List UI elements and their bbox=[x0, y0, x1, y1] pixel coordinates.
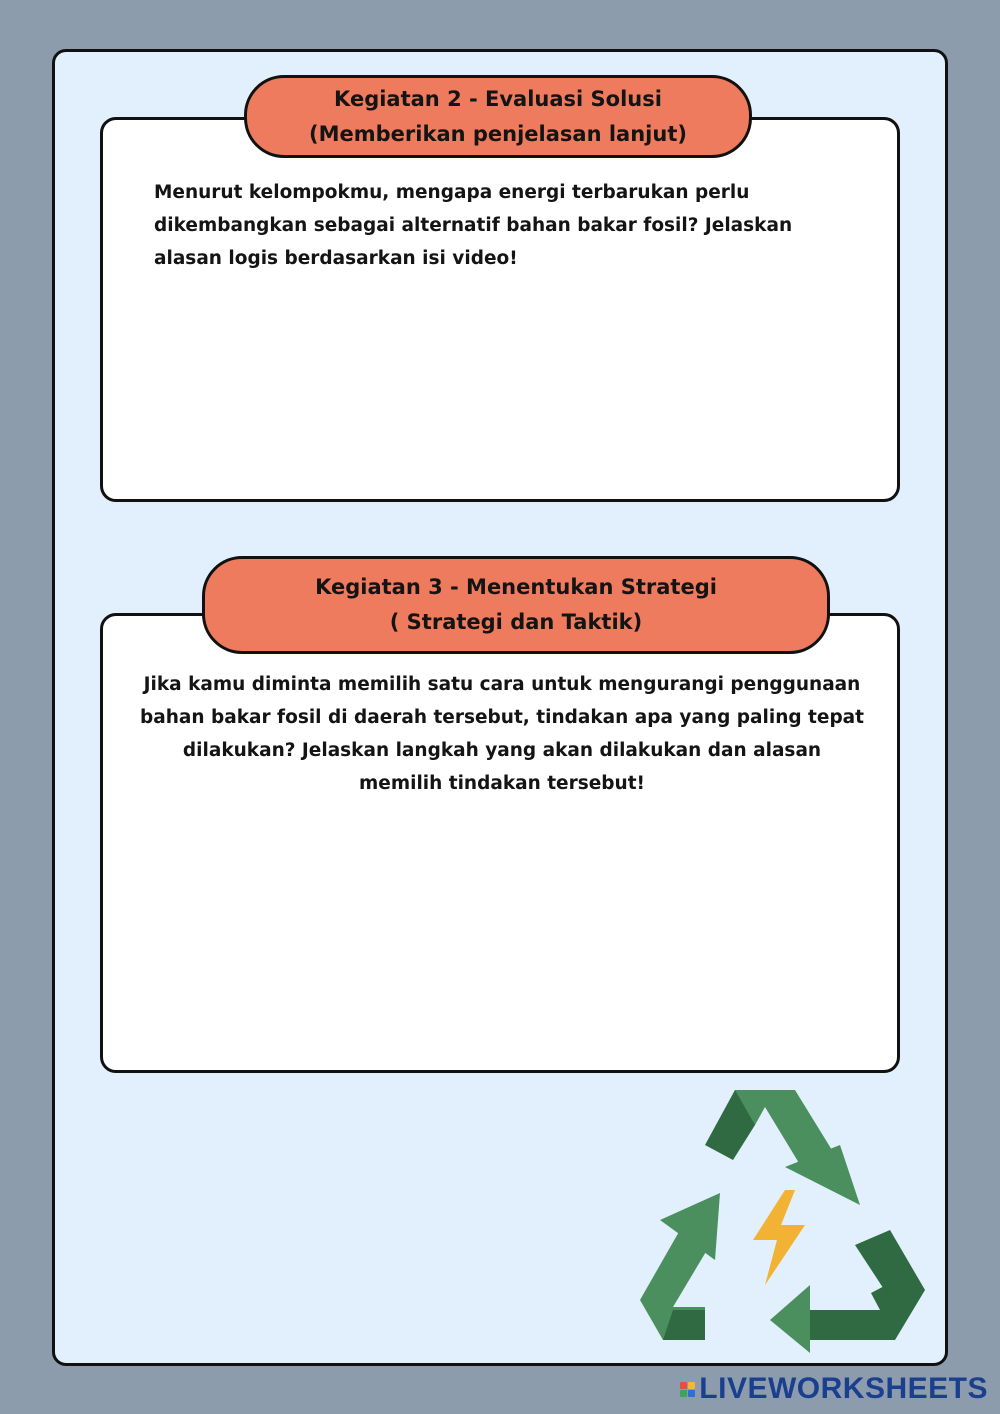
activity3-title: Kegiatan 3 - Menentukan Strategi bbox=[315, 575, 717, 599]
activity3-header bbox=[202, 556, 830, 654]
question-line: dikembangkan sebagai alternatif bahan bakar fosil? Jelaskan bbox=[154, 215, 793, 236]
question-line: alasan logis berdasarkan isi video! bbox=[154, 248, 518, 269]
activity2-subtitle: (Memberikan penjelasan lanjut) bbox=[309, 121, 687, 146]
question-line: Jika kamu diminta memilih satu cara untuk mengurangi penggunaan bbox=[143, 674, 861, 695]
question-line: Menurut kelompokmu, mengapa energi terbarukan perlu bbox=[154, 182, 750, 203]
activity3-question bbox=[118, 668, 886, 800]
question-line: dilakukan? Jelaskan langkah yang akan dilakukan dan alasan bbox=[182, 740, 822, 761]
activity3-subtitle: ( Strategi dan Taktik) bbox=[389, 610, 643, 634]
brand-name: LIVEWORKSHEETS bbox=[699, 1372, 988, 1405]
liveworksheets-logo bbox=[680, 1372, 988, 1406]
question-line: memilih tindakan tersebut! bbox=[359, 773, 645, 794]
activity2-header bbox=[244, 75, 752, 158]
question-line: bahan bakar fosil di daerah tersebut, tindakan apa yang paling tepat bbox=[139, 707, 865, 728]
liveworksheets-mark-icon bbox=[680, 1382, 695, 1397]
activity2-question bbox=[154, 176, 854, 275]
activity2-answer-box[interactable] bbox=[100, 117, 900, 502]
recycle-energy-icon bbox=[635, 1085, 930, 1360]
activity2-title: Kegiatan 2 - Evaluasi Solusi bbox=[334, 86, 662, 111]
